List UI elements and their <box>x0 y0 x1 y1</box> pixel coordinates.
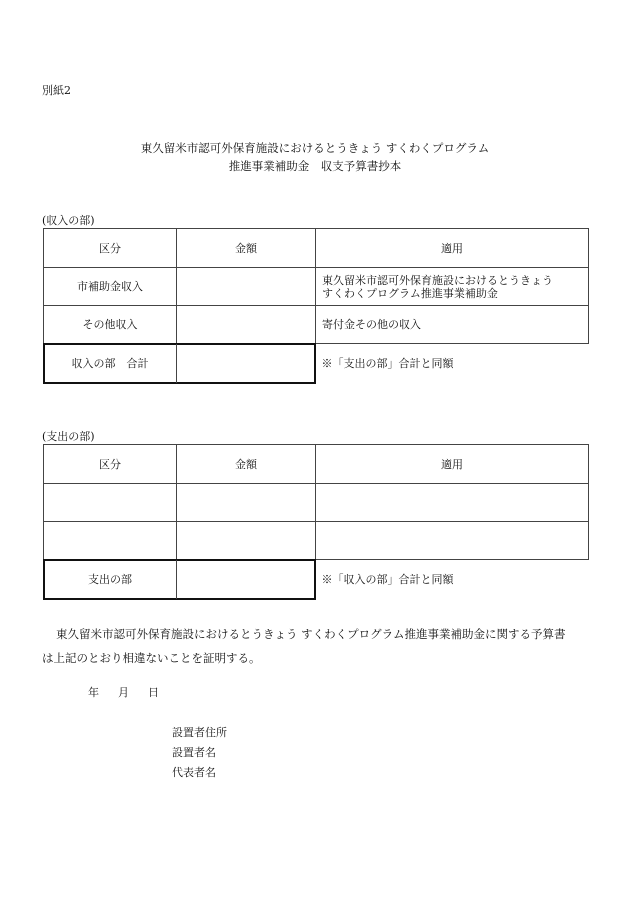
header-amount: 金額 <box>177 229 316 268</box>
date-day: 日 <box>148 686 159 699</box>
table-row <box>44 306 589 344</box>
income-total-divider <box>176 344 177 383</box>
expense-total-row <box>44 560 589 600</box>
table-header-row <box>44 229 589 268</box>
certification-line2: は上記のとおり相違ないことを証明する。 <box>42 651 261 665</box>
total-note: ※「支出の部」合計と同額 <box>321 357 454 371</box>
row-note: 寄付金その他の収入 <box>316 306 589 344</box>
expense-section-label: (支出の部) <box>42 430 95 443</box>
header-amount: 金額 <box>177 445 316 484</box>
row-category <box>44 522 177 560</box>
expense-total-divider <box>176 560 177 599</box>
row-amount <box>177 306 316 344</box>
header-note: 適用 <box>316 229 589 268</box>
header-category: 区分 <box>44 445 177 484</box>
header-note: 適用 <box>316 445 589 484</box>
attachment-label: 別紙2 <box>42 84 71 97</box>
total-note: ※「収入の部」合計と同額 <box>321 573 454 587</box>
installer-address-label: 設置者住所 <box>172 726 227 739</box>
total-label: 収入の部 合計 <box>71 357 149 371</box>
total-label: 支出の部 <box>88 573 132 587</box>
row-note <box>316 522 589 560</box>
total-amount <box>177 344 316 384</box>
row-category <box>44 484 177 522</box>
row-note <box>316 268 589 306</box>
certification-line1: 東久留米市認可外保育施設におけるとうきょう すくわくプログラム推進事業補助金に関する予算書 <box>56 627 566 641</box>
row-amount <box>177 484 316 522</box>
table-row <box>44 484 589 522</box>
row-note-line2: すくわくプログラム推進事業補助金 <box>322 286 498 300</box>
row-category: その他収入 <box>44 306 177 344</box>
total-amount <box>177 560 316 600</box>
expense-table <box>43 444 589 600</box>
income-total-row <box>44 344 589 384</box>
date-year: 年 <box>88 686 99 699</box>
row-note <box>316 484 589 522</box>
document-title-line1: 東久留米市認可外保育施設におけるとうきょう すくわくプログラム <box>140 141 490 155</box>
row-amount <box>177 268 316 306</box>
table-row <box>44 522 589 560</box>
document-title-line2: 推進事業補助金 収支予算書抄本 <box>228 159 402 173</box>
income-section-label: (収入の部) <box>42 214 95 227</box>
row-amount <box>177 522 316 560</box>
table-row <box>44 268 589 306</box>
table-header-row <box>44 445 589 484</box>
header-category: 区分 <box>44 229 177 268</box>
row-note-line1: 東久留米市認可外保育施設におけるとうきょう <box>322 273 553 287</box>
date-month: 月 <box>118 686 129 699</box>
installer-name-label: 設置者名 <box>172 746 216 759</box>
representative-name-label: 代表者名 <box>172 766 216 779</box>
certification-text <box>42 622 594 670</box>
income-table <box>43 228 589 384</box>
row-category: 市補助金収入 <box>44 268 177 306</box>
